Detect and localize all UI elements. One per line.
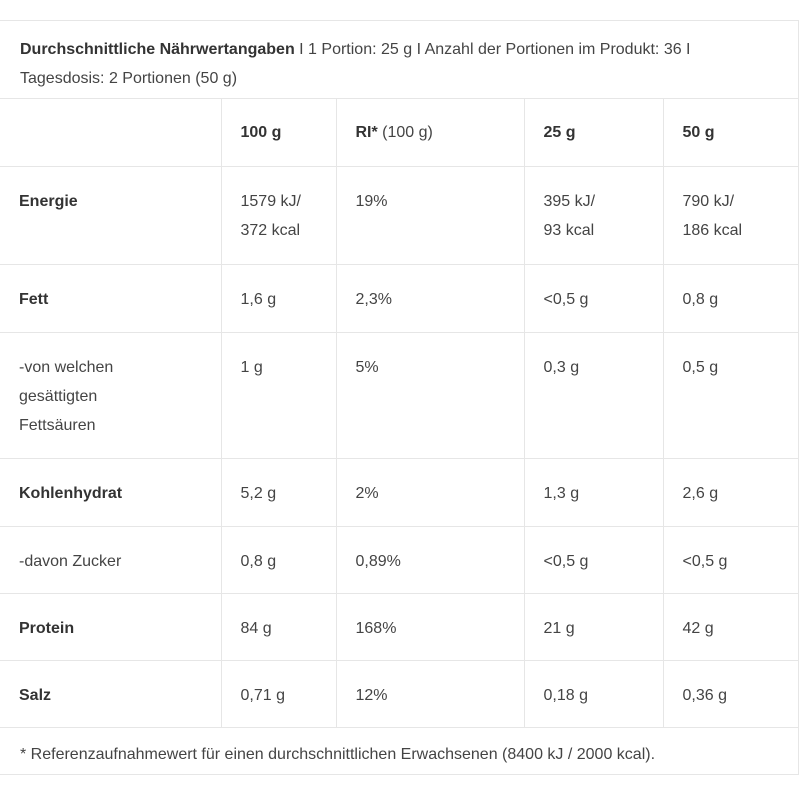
col-header-100g: 100 g [221, 99, 336, 166]
cell-ri: 2,3% [336, 264, 524, 332]
cell-ri: 168% [336, 593, 524, 660]
cell-line: 186 kcal [682, 221, 743, 239]
row-label-protein: Protein [0, 593, 221, 660]
table-row [0, 264, 798, 332]
table-header-row [0, 99, 798, 166]
nutrition-facts-panel [0, 20, 799, 775]
cell-100g: 5,2 g [221, 458, 336, 526]
label-line: -von welchen [19, 358, 114, 376]
cell-50g: 0,8 g [663, 264, 798, 332]
cell-line: 1579 kJ/ [240, 192, 301, 210]
cell-50g: 0,5 g [663, 332, 798, 458]
cell-50g: 2,6 g [663, 458, 798, 526]
cell-ri: 2% [336, 458, 524, 526]
cell-50g [663, 166, 798, 264]
cell-25g [524, 166, 663, 264]
portion-info: I 1 Portion: 25 g I Anzahl der Portionen im Produkt: 36 I [294, 41, 691, 58]
row-label-gesaettigte-fettsaeuren [0, 332, 221, 458]
table-row [0, 526, 798, 593]
table-row [0, 458, 798, 526]
cell-ri: 19% [336, 166, 524, 264]
daily-dose-info: Tagesdosis: 2 Portionen (50 g) [20, 70, 238, 87]
table-row [0, 660, 798, 727]
cell-line: 395 kJ/ [543, 192, 596, 210]
cell-50g: 42 g [663, 593, 798, 660]
cell-50g: 0,36 g [663, 660, 798, 727]
cell-25g: <0,5 g [524, 526, 663, 593]
row-label-energie: Energie [0, 166, 221, 264]
table-row [0, 166, 798, 264]
cell-ri: 0,89% [336, 526, 524, 593]
ri-footnote: * Referenzaufnahmewert für einen durchschnittlichen Erwachsenen (8400 kJ / 2000 kcal). [20, 745, 656, 763]
col-header-50g: 50 g [663, 99, 798, 166]
cell-100g: 1 g [221, 332, 336, 458]
cell-line: 372 kcal [240, 221, 301, 239]
cell-ri: 5% [336, 332, 524, 458]
cell-25g: 0,18 g [524, 660, 663, 727]
table-row [0, 593, 798, 660]
cell-50g: <0,5 g [663, 526, 798, 593]
row-label-zucker: -davon Zucker [0, 526, 221, 593]
cell-100g [221, 166, 336, 264]
cell-line: 790 kJ/ [682, 192, 735, 210]
label-line: Fettsäuren [19, 416, 96, 434]
corner-cell [0, 99, 221, 166]
table-row [0, 332, 798, 458]
ri-basis: (100 g) [377, 124, 433, 141]
cell-100g: 0,71 g [221, 660, 336, 727]
cell-100g: 1,6 g [221, 264, 336, 332]
cell-25g: 0,3 g [524, 332, 663, 458]
col-header-25g: 25 g [524, 99, 663, 166]
nutrition-title: Durchschnittliche Nährwertangaben [20, 41, 295, 58]
row-label-fett: Fett [0, 264, 221, 332]
cell-ri: 12% [336, 660, 524, 727]
label-line: gesättigten [19, 387, 98, 405]
col-header-ri [336, 99, 524, 166]
row-label-salz: Salz [0, 660, 221, 727]
cell-25g: 21 g [524, 593, 663, 660]
nutrition-table [0, 99, 798, 728]
cell-line: 93 kcal [543, 221, 595, 239]
cell-25g: <0,5 g [524, 264, 663, 332]
cell-100g: 0,8 g [221, 526, 336, 593]
nutrition-header [0, 21, 798, 99]
ri-label: RI* [355, 124, 378, 141]
cell-100g: 84 g [221, 593, 336, 660]
cell-25g: 1,3 g [524, 458, 663, 526]
row-label-kohlenhydrat: Kohlenhydrat [0, 458, 221, 526]
